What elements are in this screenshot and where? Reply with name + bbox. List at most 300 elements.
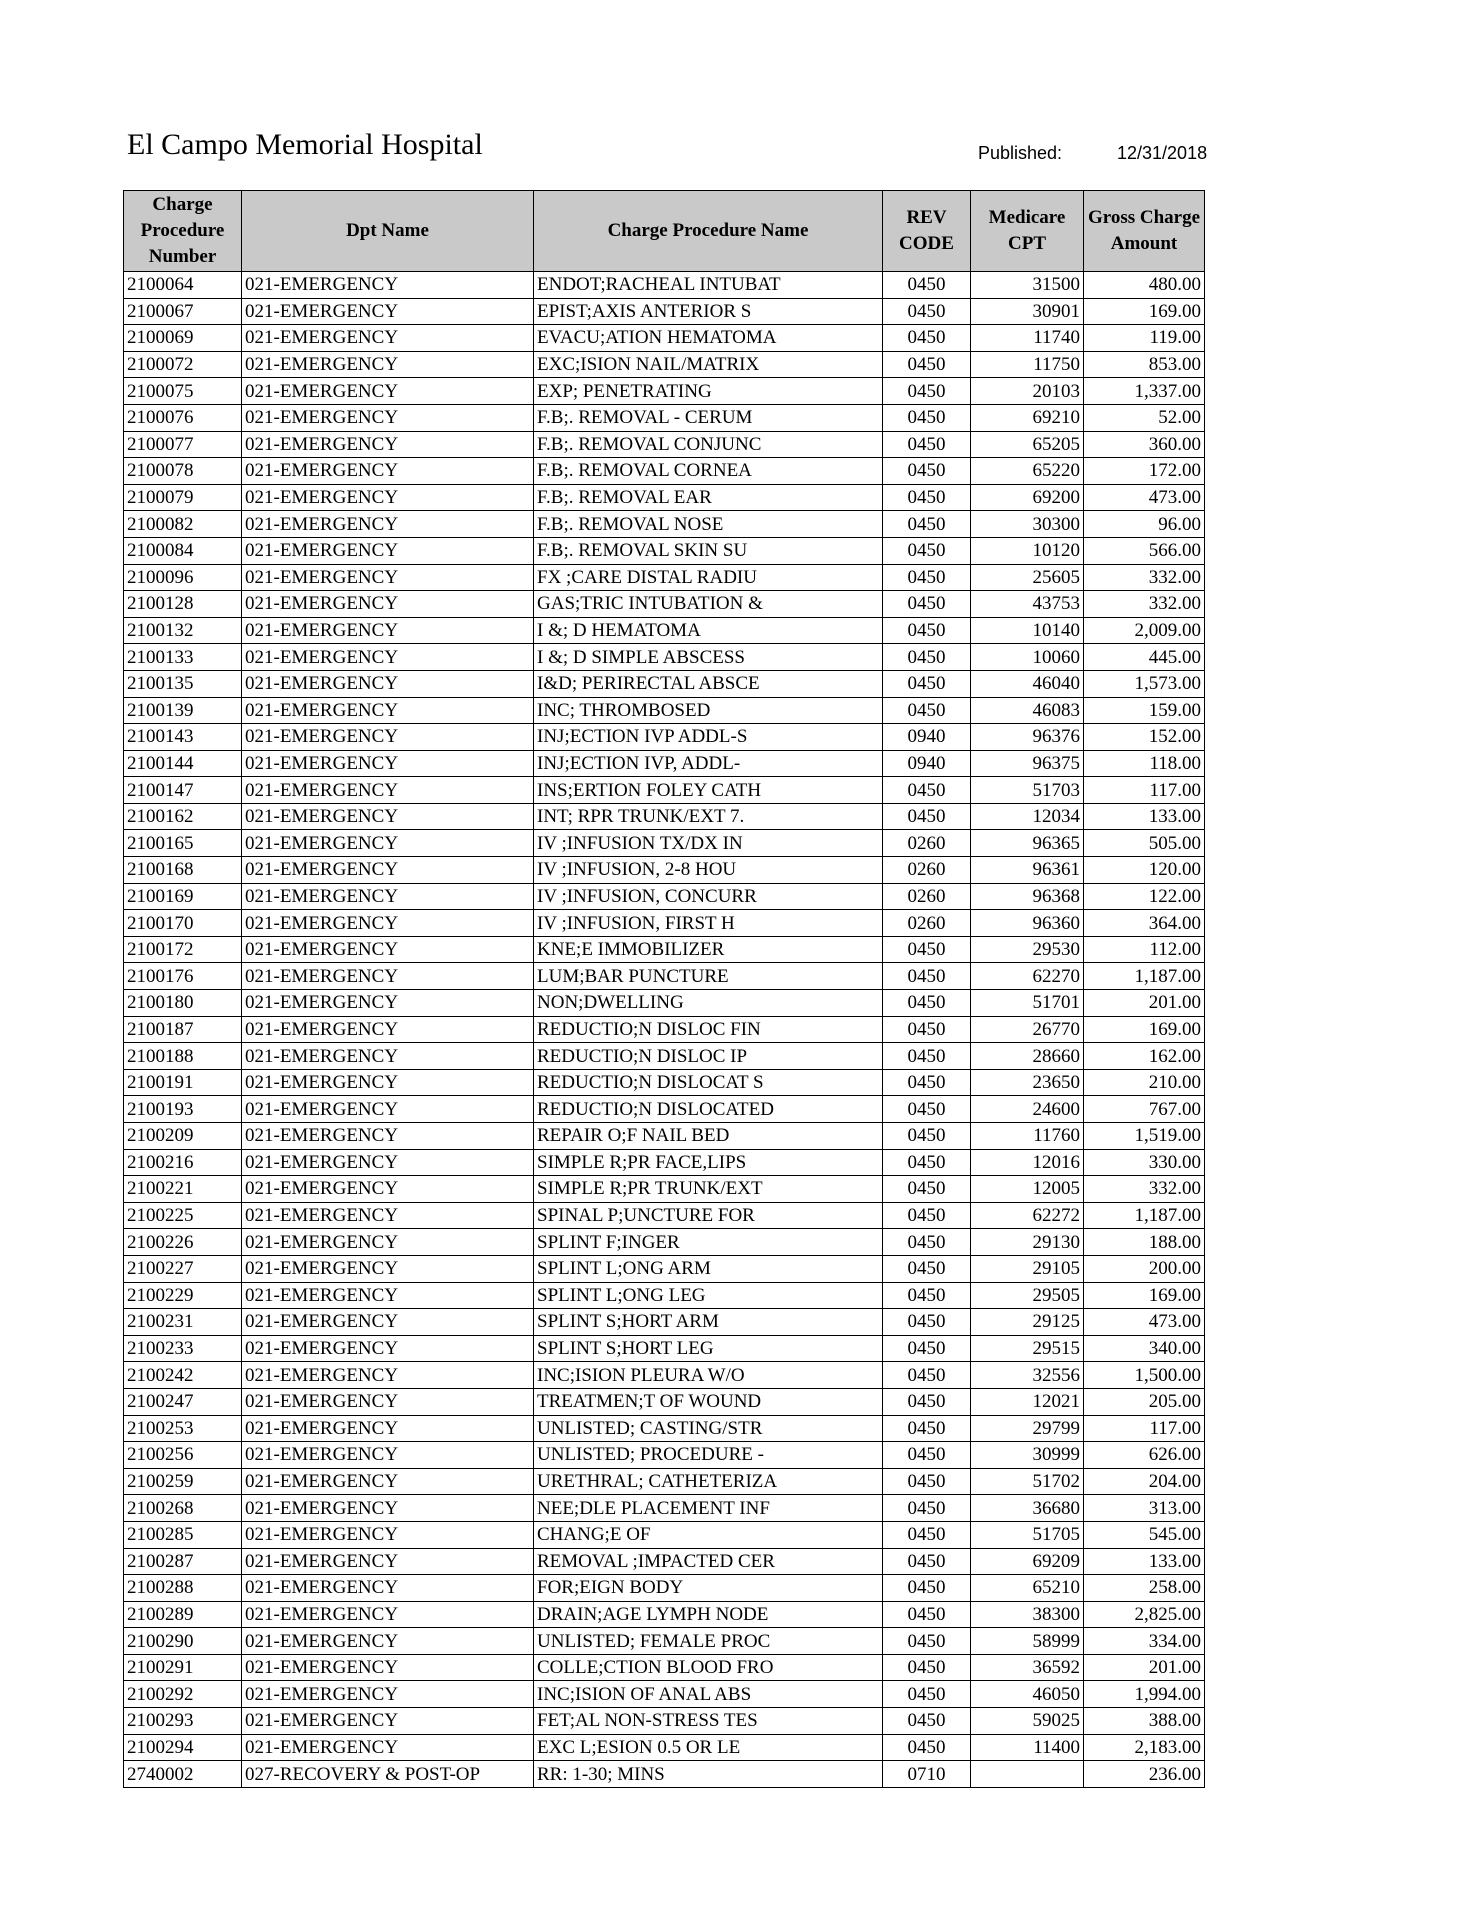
cell-procedure-number: 2100172 — [124, 936, 242, 963]
table-row — [124, 1176, 1205, 1203]
cell-procedure-number: 2100294 — [124, 1734, 242, 1761]
cell-medicare-cpt: 10060 — [971, 644, 1084, 671]
cell-rev-code: 0450 — [883, 1123, 971, 1150]
cell-dpt-name: 021-EMERGENCY — [242, 990, 534, 1017]
cell-rev-code: 0450 — [883, 1495, 971, 1522]
table-row — [124, 1708, 1205, 1735]
cell-procedure-number: 2100064 — [124, 272, 242, 299]
cell-medicare-cpt: 25605 — [971, 564, 1084, 591]
cell-gross-charge: 96.00 — [1084, 511, 1205, 538]
cell-procedure-name: INC;ISION PLEURA W/O — [534, 1362, 883, 1389]
cell-dpt-name: 021-EMERGENCY — [242, 1681, 534, 1708]
cell-procedure-number: 2100290 — [124, 1628, 242, 1655]
cell-procedure-number: 2100147 — [124, 777, 242, 804]
cell-gross-charge: 210.00 — [1084, 1069, 1205, 1096]
table-row — [124, 1628, 1205, 1655]
cell-gross-charge: 152.00 — [1084, 724, 1205, 751]
cell-dpt-name: 021-EMERGENCY — [242, 272, 534, 299]
cell-rev-code: 0450 — [883, 803, 971, 830]
table-row — [124, 1255, 1205, 1282]
cell-rev-code: 0450 — [883, 1096, 971, 1123]
cell-dpt-name: 021-EMERGENCY — [242, 1282, 534, 1309]
cell-dpt-name: 021-EMERGENCY — [242, 1096, 534, 1123]
table-row — [124, 1309, 1205, 1336]
cell-rev-code: 0450 — [883, 963, 971, 990]
cell-medicare-cpt: 30999 — [971, 1442, 1084, 1469]
cell-gross-charge: 313.00 — [1084, 1495, 1205, 1522]
cell-rev-code: 0450 — [883, 990, 971, 1017]
cell-dpt-name: 021-EMERGENCY — [242, 1548, 534, 1575]
cell-procedure-number: 2100191 — [124, 1069, 242, 1096]
table-row — [124, 1043, 1205, 1070]
cell-medicare-cpt: 11760 — [971, 1123, 1084, 1150]
cell-gross-charge: 626.00 — [1084, 1442, 1205, 1469]
table-row — [124, 1442, 1205, 1469]
cell-rev-code: 0450 — [883, 1708, 971, 1735]
cell-medicare-cpt: 29530 — [971, 936, 1084, 963]
table-row — [124, 830, 1205, 857]
cell-rev-code: 0450 — [883, 1548, 971, 1575]
cell-rev-code: 0450 — [883, 511, 971, 538]
col-header-rev-code: REV CODE — [883, 191, 971, 272]
cell-rev-code: 0450 — [883, 564, 971, 591]
cell-gross-charge: 133.00 — [1084, 1548, 1205, 1575]
cell-dpt-name: 021-EMERGENCY — [242, 431, 534, 458]
cell-procedure-name: SIMPLE R;PR FACE,LIPS — [534, 1149, 883, 1176]
table-row — [124, 298, 1205, 325]
cell-procedure-number: 2100072 — [124, 351, 242, 378]
cell-procedure-name: REDUCTIO;N DISLOCAT S — [534, 1069, 883, 1096]
cell-gross-charge: 201.00 — [1084, 990, 1205, 1017]
cell-dpt-name: 021-EMERGENCY — [242, 910, 534, 937]
cell-gross-charge: 119.00 — [1084, 325, 1205, 352]
cell-procedure-number: 2100233 — [124, 1335, 242, 1362]
cell-procedure-name: EXP; PENETRATING — [534, 378, 883, 405]
cell-gross-charge: 332.00 — [1084, 591, 1205, 618]
table-row — [124, 1761, 1205, 1788]
cell-dpt-name: 021-EMERGENCY — [242, 1628, 534, 1655]
cell-rev-code: 0450 — [883, 1654, 971, 1681]
cell-dpt-name: 021-EMERGENCY — [242, 1415, 534, 1442]
cell-medicare-cpt: 59025 — [971, 1708, 1084, 1735]
cell-gross-charge: 340.00 — [1084, 1335, 1205, 1362]
cell-gross-charge: 1,187.00 — [1084, 963, 1205, 990]
cell-rev-code: 0450 — [883, 1415, 971, 1442]
cell-dpt-name: 021-EMERGENCY — [242, 404, 534, 431]
cell-rev-code: 0450 — [883, 404, 971, 431]
table-row — [124, 857, 1205, 884]
cell-medicare-cpt: 58999 — [971, 1628, 1084, 1655]
table-row — [124, 1069, 1205, 1096]
cell-dpt-name: 021-EMERGENCY — [242, 883, 534, 910]
table-row — [124, 1229, 1205, 1256]
cell-rev-code: 0450 — [883, 484, 971, 511]
cell-procedure-number: 2100209 — [124, 1123, 242, 1150]
cell-rev-code: 0450 — [883, 1149, 971, 1176]
cell-gross-charge: 505.00 — [1084, 830, 1205, 857]
cell-rev-code: 0450 — [883, 697, 971, 724]
cell-rev-code: 0710 — [883, 1761, 971, 1788]
cell-medicare-cpt: 32556 — [971, 1362, 1084, 1389]
cell-gross-charge: 767.00 — [1084, 1096, 1205, 1123]
cell-rev-code: 0450 — [883, 1309, 971, 1336]
cell-rev-code: 0450 — [883, 1335, 971, 1362]
cell-gross-charge: 388.00 — [1084, 1708, 1205, 1735]
cell-gross-charge: 853.00 — [1084, 351, 1205, 378]
cell-dpt-name: 021-EMERGENCY — [242, 670, 534, 697]
published-label: Published: — [978, 143, 1063, 163]
cell-dpt-name: 021-EMERGENCY — [242, 351, 534, 378]
cell-dpt-name: 021-EMERGENCY — [242, 1388, 534, 1415]
cell-medicare-cpt: 51701 — [971, 990, 1084, 1017]
table-row — [124, 351, 1205, 378]
cell-dpt-name: 021-EMERGENCY — [242, 325, 534, 352]
cell-procedure-name: IV ;INFUSION TX/DX IN — [534, 830, 883, 857]
cell-medicare-cpt: 69200 — [971, 484, 1084, 511]
cell-procedure-name: REDUCTIO;N DISLOCATED — [534, 1096, 883, 1123]
cell-procedure-number: 2100187 — [124, 1016, 242, 1043]
cell-dpt-name: 021-EMERGENCY — [242, 750, 534, 777]
cell-rev-code: 0450 — [883, 617, 971, 644]
cell-medicare-cpt: 29799 — [971, 1415, 1084, 1442]
table-row — [124, 431, 1205, 458]
table-row — [124, 1362, 1205, 1389]
published-date: 12/31/2018 — [1117, 143, 1208, 163]
cell-rev-code: 0260 — [883, 857, 971, 884]
cell-dpt-name: 021-EMERGENCY — [242, 777, 534, 804]
cell-medicare-cpt: 65205 — [971, 431, 1084, 458]
cell-medicare-cpt: 29105 — [971, 1255, 1084, 1282]
cell-rev-code: 0450 — [883, 1521, 971, 1548]
table-row — [124, 511, 1205, 538]
cell-procedure-name: SPLINT S;HORT LEG — [534, 1335, 883, 1362]
cell-procedure-name: URETHRAL; CATHETERIZA — [534, 1468, 883, 1495]
table-body — [124, 272, 1205, 1788]
cell-rev-code: 0450 — [883, 936, 971, 963]
cell-dpt-name: 021-EMERGENCY — [242, 1442, 534, 1469]
cell-gross-charge: 117.00 — [1084, 1415, 1205, 1442]
cell-medicare-cpt: 65210 — [971, 1575, 1084, 1602]
cell-procedure-number: 2100221 — [124, 1176, 242, 1203]
cell-medicare-cpt: 29125 — [971, 1309, 1084, 1336]
cell-dpt-name: 021-EMERGENCY — [242, 724, 534, 751]
cell-medicare-cpt: 20103 — [971, 378, 1084, 405]
cell-procedure-number: 2100132 — [124, 617, 242, 644]
cell-procedure-name: I &; D HEMATOMA — [534, 617, 883, 644]
cell-procedure-number: 2100084 — [124, 537, 242, 564]
table-row — [124, 1495, 1205, 1522]
cell-dpt-name: 021-EMERGENCY — [242, 537, 534, 564]
cell-gross-charge: 332.00 — [1084, 564, 1205, 591]
cell-medicare-cpt: 62270 — [971, 963, 1084, 990]
col-header-medicare-cpt: Medicare CPT — [971, 191, 1084, 272]
cell-medicare-cpt: 51702 — [971, 1468, 1084, 1495]
cell-rev-code: 0450 — [883, 1681, 971, 1708]
cell-procedure-number: 2100193 — [124, 1096, 242, 1123]
cell-procedure-number: 2740002 — [124, 1761, 242, 1788]
cell-rev-code: 0450 — [883, 1601, 971, 1628]
cell-dpt-name: 021-EMERGENCY — [242, 1309, 534, 1336]
cell-dpt-name: 021-EMERGENCY — [242, 564, 534, 591]
table-row — [124, 990, 1205, 1017]
cell-procedure-number: 2100069 — [124, 325, 242, 352]
cell-medicare-cpt: 28660 — [971, 1043, 1084, 1070]
cell-gross-charge: 1,519.00 — [1084, 1123, 1205, 1150]
cell-procedure-name: LUM;BAR PUNCTURE — [534, 963, 883, 990]
table-row — [124, 1123, 1205, 1150]
table-row — [124, 378, 1205, 405]
cell-procedure-name: SIMPLE R;PR TRUNK/EXT — [534, 1176, 883, 1203]
cell-rev-code: 0450 — [883, 1282, 971, 1309]
cell-procedure-number: 2100133 — [124, 644, 242, 671]
cell-medicare-cpt: 38300 — [971, 1601, 1084, 1628]
cell-procedure-name: NON;DWELLING — [534, 990, 883, 1017]
cell-procedure-number: 2100170 — [124, 910, 242, 937]
table-row — [124, 644, 1205, 671]
cell-medicare-cpt: 24600 — [971, 1096, 1084, 1123]
cell-gross-charge: 480.00 — [1084, 272, 1205, 299]
cell-rev-code: 0450 — [883, 1468, 971, 1495]
cell-gross-charge: 566.00 — [1084, 537, 1205, 564]
cell-dpt-name: 021-EMERGENCY — [242, 1255, 534, 1282]
table-row — [124, 777, 1205, 804]
cell-rev-code: 0450 — [883, 431, 971, 458]
table-row — [124, 963, 1205, 990]
cell-procedure-name: INC;ISION OF ANAL ABS — [534, 1681, 883, 1708]
cell-dpt-name: 021-EMERGENCY — [242, 1229, 534, 1256]
cell-rev-code: 0450 — [883, 1388, 971, 1415]
cell-gross-charge: 169.00 — [1084, 1282, 1205, 1309]
cell-gross-charge: 204.00 — [1084, 1468, 1205, 1495]
cell-medicare-cpt: 96375 — [971, 750, 1084, 777]
cell-procedure-number: 2100253 — [124, 1415, 242, 1442]
cell-medicare-cpt: 10120 — [971, 537, 1084, 564]
cell-procedure-name: EPIST;AXIS ANTERIOR S — [534, 298, 883, 325]
cell-gross-charge: 169.00 — [1084, 1016, 1205, 1043]
cell-procedure-number: 2100096 — [124, 564, 242, 591]
cell-medicare-cpt: 12016 — [971, 1149, 1084, 1176]
cell-procedure-number: 2100247 — [124, 1388, 242, 1415]
cell-procedure-name: SPLINT F;INGER — [534, 1229, 883, 1256]
cell-rev-code: 0450 — [883, 591, 971, 618]
cell-gross-charge: 118.00 — [1084, 750, 1205, 777]
cell-dpt-name: 021-EMERGENCY — [242, 1521, 534, 1548]
cell-gross-charge: 112.00 — [1084, 936, 1205, 963]
cell-gross-charge: 236.00 — [1084, 1761, 1205, 1788]
cell-procedure-number: 2100259 — [124, 1468, 242, 1495]
cell-procedure-name: FX ;CARE DISTAL RADIU — [534, 564, 883, 591]
cell-medicare-cpt: 26770 — [971, 1016, 1084, 1043]
cell-procedure-name: EXC;ISION NAIL/MATRIX — [534, 351, 883, 378]
table-row — [124, 1149, 1205, 1176]
cell-gross-charge: 1,337.00 — [1084, 378, 1205, 405]
table-row — [124, 1654, 1205, 1681]
cell-gross-charge: 360.00 — [1084, 431, 1205, 458]
table-row — [124, 564, 1205, 591]
cell-procedure-number: 2100143 — [124, 724, 242, 751]
cell-procedure-number: 2100180 — [124, 990, 242, 1017]
cell-dpt-name: 021-EMERGENCY — [242, 803, 534, 830]
cell-procedure-number: 2100229 — [124, 1282, 242, 1309]
cell-procedure-number: 2100162 — [124, 803, 242, 830]
cell-procedure-number: 2100288 — [124, 1575, 242, 1602]
cell-rev-code: 0450 — [883, 1202, 971, 1229]
cell-procedure-number: 2100169 — [124, 883, 242, 910]
table-row — [124, 1548, 1205, 1575]
cell-medicare-cpt: 36680 — [971, 1495, 1084, 1522]
cell-medicare-cpt: 51703 — [971, 777, 1084, 804]
cell-procedure-number: 2100256 — [124, 1442, 242, 1469]
cell-dpt-name: 021-EMERGENCY — [242, 617, 534, 644]
cell-procedure-name: CHANG;E OF — [534, 1521, 883, 1548]
cell-rev-code: 0450 — [883, 777, 971, 804]
cell-rev-code: 0450 — [883, 351, 971, 378]
cell-medicare-cpt: 46050 — [971, 1681, 1084, 1708]
cell-rev-code: 0260 — [883, 910, 971, 937]
table-row — [124, 1601, 1205, 1628]
cell-medicare-cpt: 29130 — [971, 1229, 1084, 1256]
cell-gross-charge: 473.00 — [1084, 484, 1205, 511]
cell-rev-code: 0450 — [883, 1229, 971, 1256]
cell-medicare-cpt: 62272 — [971, 1202, 1084, 1229]
cell-procedure-number: 2100287 — [124, 1548, 242, 1575]
table-row — [124, 1734, 1205, 1761]
cell-procedure-number: 2100075 — [124, 378, 242, 405]
cell-medicare-cpt: 96360 — [971, 910, 1084, 937]
table-row — [124, 1016, 1205, 1043]
cell-medicare-cpt: 96368 — [971, 883, 1084, 910]
cell-procedure-number: 2100291 — [124, 1654, 242, 1681]
col-header-charge-procedure-name: Charge Procedure Name — [534, 191, 883, 272]
cell-gross-charge: 117.00 — [1084, 777, 1205, 804]
cell-procedure-number: 2100242 — [124, 1362, 242, 1389]
cell-rev-code: 0450 — [883, 1575, 971, 1602]
cell-procedure-number: 2100078 — [124, 458, 242, 485]
cell-rev-code: 0450 — [883, 1362, 971, 1389]
cell-procedure-number: 2100082 — [124, 511, 242, 538]
cell-procedure-number: 2100225 — [124, 1202, 242, 1229]
cell-procedure-number: 2100079 — [124, 484, 242, 511]
table-row — [124, 1415, 1205, 1442]
cell-dpt-name: 021-EMERGENCY — [242, 378, 534, 405]
table-row — [124, 936, 1205, 963]
cell-medicare-cpt: 65220 — [971, 458, 1084, 485]
cell-gross-charge: 330.00 — [1084, 1149, 1205, 1176]
cell-gross-charge: 1,187.00 — [1084, 1202, 1205, 1229]
cell-procedure-name: F.B;. REMOVAL - CERUM — [534, 404, 883, 431]
cell-rev-code: 0940 — [883, 750, 971, 777]
cell-procedure-name: SPLINT L;ONG ARM — [534, 1255, 883, 1282]
cell-dpt-name: 021-EMERGENCY — [242, 830, 534, 857]
cell-dpt-name: 021-EMERGENCY — [242, 511, 534, 538]
table-row — [124, 697, 1205, 724]
cell-medicare-cpt: 23650 — [971, 1069, 1084, 1096]
cell-procedure-name: IV ;INFUSION, FIRST H — [534, 910, 883, 937]
cell-dpt-name: 021-EMERGENCY — [242, 1708, 534, 1735]
cell-gross-charge: 169.00 — [1084, 298, 1205, 325]
cell-medicare-cpt: 96376 — [971, 724, 1084, 751]
col-header-charge-procedure-number: Charge Procedure Number — [124, 191, 242, 272]
table-row — [124, 670, 1205, 697]
table-row — [124, 272, 1205, 299]
table-row — [124, 325, 1205, 352]
cell-dpt-name: 021-EMERGENCY — [242, 697, 534, 724]
cell-procedure-name: INT; RPR TRUNK/EXT 7. — [534, 803, 883, 830]
cell-procedure-name: F.B;. REMOVAL EAR — [534, 484, 883, 511]
cell-medicare-cpt: 69210 — [971, 404, 1084, 431]
cell-medicare-cpt: 11740 — [971, 325, 1084, 352]
cell-procedure-name: RR: 1-30; MINS — [534, 1761, 883, 1788]
cell-procedure-number: 2100128 — [124, 591, 242, 618]
cell-gross-charge: 120.00 — [1084, 857, 1205, 884]
cell-rev-code: 0450 — [883, 537, 971, 564]
cell-rev-code: 0450 — [883, 1069, 971, 1096]
cell-procedure-name: UNLISTED; CASTING/STR — [534, 1415, 883, 1442]
cell-gross-charge: 162.00 — [1084, 1043, 1205, 1070]
cell-procedure-number: 2100227 — [124, 1255, 242, 1282]
table-row — [124, 1202, 1205, 1229]
cell-gross-charge: 122.00 — [1084, 883, 1205, 910]
cell-procedure-number: 2100139 — [124, 697, 242, 724]
table-row — [124, 1282, 1205, 1309]
cell-dpt-name: 021-EMERGENCY — [242, 1176, 534, 1203]
cell-medicare-cpt: 96361 — [971, 857, 1084, 884]
cell-medicare-cpt: 12021 — [971, 1388, 1084, 1415]
cell-gross-charge: 205.00 — [1084, 1388, 1205, 1415]
cell-rev-code: 0450 — [883, 1043, 971, 1070]
cell-medicare-cpt: 11750 — [971, 351, 1084, 378]
cell-gross-charge: 188.00 — [1084, 1229, 1205, 1256]
cell-dpt-name: 021-EMERGENCY — [242, 1016, 534, 1043]
cell-procedure-number: 2100165 — [124, 830, 242, 857]
cell-gross-charge: 2,009.00 — [1084, 617, 1205, 644]
cell-procedure-number: 2100216 — [124, 1149, 242, 1176]
cell-medicare-cpt: 11400 — [971, 1734, 1084, 1761]
table-row — [124, 1575, 1205, 1602]
cell-medicare-cpt: 12005 — [971, 1176, 1084, 1203]
cell-gross-charge: 52.00 — [1084, 404, 1205, 431]
cell-procedure-name: INC; THROMBOSED — [534, 697, 883, 724]
cell-dpt-name: 021-EMERGENCY — [242, 591, 534, 618]
cell-medicare-cpt: 30901 — [971, 298, 1084, 325]
cell-medicare-cpt: 46040 — [971, 670, 1084, 697]
cell-procedure-number: 2100135 — [124, 670, 242, 697]
cell-dpt-name: 021-EMERGENCY — [242, 1575, 534, 1602]
cell-medicare-cpt: 46083 — [971, 697, 1084, 724]
cell-gross-charge: 172.00 — [1084, 458, 1205, 485]
cell-procedure-number: 2100293 — [124, 1708, 242, 1735]
cell-dpt-name: 021-EMERGENCY — [242, 1654, 534, 1681]
cell-rev-code: 0450 — [883, 1176, 971, 1203]
cell-procedure-name: GAS;TRIC INTUBATION & — [534, 591, 883, 618]
table-row — [124, 1388, 1205, 1415]
cell-dpt-name: 021-EMERGENCY — [242, 1202, 534, 1229]
cell-procedure-name: SPLINT L;ONG LEG — [534, 1282, 883, 1309]
cell-dpt-name: 021-EMERGENCY — [242, 1468, 534, 1495]
table-row — [124, 724, 1205, 751]
cell-rev-code: 0260 — [883, 883, 971, 910]
cell-dpt-name: 021-EMERGENCY — [242, 1069, 534, 1096]
cell-medicare-cpt — [971, 1761, 1084, 1788]
cell-medicare-cpt: 51705 — [971, 1521, 1084, 1548]
cell-procedure-name: TREATMEN;T OF WOUND — [534, 1388, 883, 1415]
cell-gross-charge: 2,183.00 — [1084, 1734, 1205, 1761]
table-row — [124, 1335, 1205, 1362]
cell-rev-code: 0260 — [883, 830, 971, 857]
cell-procedure-name: F.B;. REMOVAL CONJUNC — [534, 431, 883, 458]
cell-rev-code: 0450 — [883, 1016, 971, 1043]
cell-rev-code: 0450 — [883, 1255, 971, 1282]
